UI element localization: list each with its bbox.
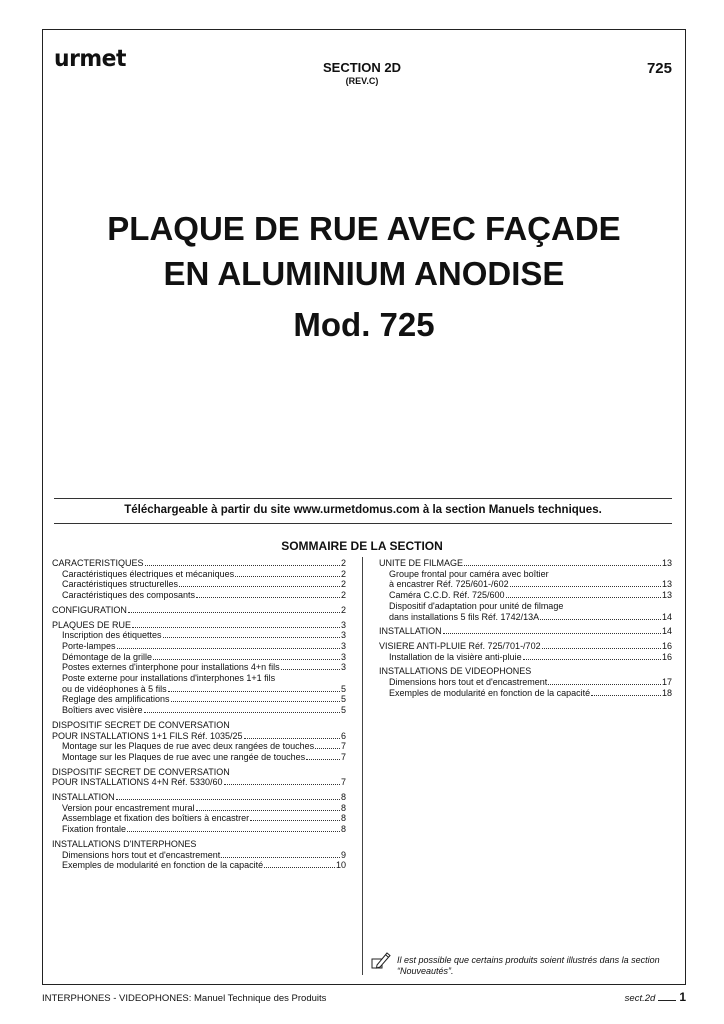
toc-entry-title: Fixation frontale	[62, 824, 127, 835]
toc-leader-dots	[128, 612, 340, 613]
toc-entry-title: à encastrer Réf. 725/601-/602	[389, 579, 509, 590]
toc-leader-dots	[244, 738, 340, 739]
toc-entry[interactable]	[379, 612, 672, 623]
toc-heading: SOMMAIRE DE LA SECTION	[281, 539, 443, 553]
toc-line: Groupe frontal pour caméra avec boîtier	[389, 568, 549, 579]
toc-leader-dots	[548, 684, 661, 685]
toc-leader-dots	[506, 597, 661, 598]
toc-entry[interactable]	[52, 558, 346, 569]
toc-leader-dots	[127, 831, 340, 832]
toc-group	[379, 558, 672, 622]
toc-page-number: 8	[340, 802, 346, 813]
toc-entry[interactable]	[52, 662, 346, 673]
toc-leader-dots	[163, 637, 340, 638]
toc-entry-title: Montage sur les Plaques de rue avec deux rangées de touches	[62, 741, 315, 752]
footer-section-ref: sect.2d	[624, 993, 656, 1004]
toc-entry[interactable]	[52, 630, 346, 641]
toc-group	[379, 666, 672, 698]
toc-entry[interactable]	[52, 731, 346, 742]
toc-entry[interactable]	[52, 824, 346, 835]
toc-page-number: 2	[340, 568, 346, 579]
toc-leader-dots	[281, 669, 340, 670]
toc-page-number: 5	[340, 694, 346, 705]
toc-page-number: 9	[340, 849, 346, 860]
toc-leader-dots	[591, 695, 661, 696]
toc-leader-dots	[221, 857, 340, 858]
divider-bottom	[54, 523, 672, 524]
toc-entry[interactable]	[379, 652, 672, 663]
toc-page-number: 14	[661, 626, 672, 637]
toc-entry[interactable]	[52, 590, 346, 601]
toc-entry[interactable]	[52, 569, 346, 580]
toc-leader-dots	[117, 648, 340, 649]
toc-entry[interactable]	[52, 694, 346, 705]
toc-leader-dots	[250, 820, 340, 821]
toc-entry-title: Reglage des amplifications	[62, 694, 170, 705]
toc-entry[interactable]	[379, 626, 672, 637]
toc-line: INSTALLATIONS DE VIDEOPHONES	[379, 666, 532, 677]
toc-entry-title: Caractéristiques des composants	[62, 590, 196, 601]
page-title-line-2: EN ALUMINIUM ANODISE	[163, 255, 565, 292]
toc-entry-title: VISIERE ANTI-PLUIE Réf. 725/701-/702	[379, 640, 541, 651]
footer-page-ref	[625, 991, 686, 1004]
toc-leader-dots	[540, 619, 661, 620]
toc-leader-dots	[306, 759, 340, 760]
toc-leader-dots	[145, 565, 340, 566]
toc-group	[52, 558, 346, 601]
toc-page-number: 6	[340, 730, 346, 741]
toc-entry-title: Postes externes d'interphone pour installations 4+n fils	[62, 662, 280, 673]
toc-entry[interactable]	[52, 741, 346, 752]
toc-page-number: 8	[340, 792, 346, 803]
toc-leader-dots	[179, 586, 340, 587]
toc-entry[interactable]	[52, 752, 346, 763]
toc-group	[52, 720, 346, 763]
toc-leader-dots	[153, 659, 340, 660]
toc-entry[interactable]	[379, 558, 672, 569]
toc-entry-title: Inscription des étiquettes	[62, 630, 162, 641]
toc-page-number: 2	[340, 590, 346, 601]
toc-leader-dots	[523, 659, 661, 660]
toc-entry-title: Version pour encastrement mural	[62, 802, 195, 813]
model-number: 725	[646, 60, 672, 77]
toc-group	[52, 605, 346, 616]
toc-page-number: 13	[661, 579, 672, 590]
toc-page-number: 13	[661, 558, 672, 568]
revision-label: (REV.C)	[345, 76, 379, 86]
toc-page-number: 5	[340, 683, 346, 694]
toc-entry-title: Démontage de la grille	[62, 651, 153, 662]
toc-entry[interactable]	[52, 803, 346, 814]
toc-leader-dots	[171, 701, 340, 702]
toc-leader-dots	[315, 748, 340, 749]
note-text: Il est possible que certains produits soient illustrés dans la section “Nouveautés”.	[397, 955, 660, 976]
toc-leader-dots	[116, 799, 340, 800]
toc-entry-title: Caractéristiques structurelles	[62, 579, 179, 590]
toc-page-number: 7	[340, 777, 346, 788]
toc-entry[interactable]	[52, 579, 346, 590]
toc-page-number: 18	[661, 687, 672, 698]
toc-entry-title: Caméra C.C.D. Réf. 725/600	[389, 590, 505, 601]
toc-entry-title: CARACTERISTIQUES	[52, 558, 144, 568]
toc-line: DISPOSITIF SECRET DE CONVERSATION	[52, 766, 230, 777]
toc-entry-title: PLAQUES DE RUE	[52, 619, 132, 630]
page-title-line-3: Mod. 725	[293, 306, 435, 343]
toc-group	[379, 626, 672, 637]
toc-page-number: 13	[661, 590, 672, 601]
toc-group	[52, 767, 346, 788]
toc-line: Dispositif d'adaptation pour unité de filmage	[389, 600, 564, 611]
toc-entry[interactable]	[52, 850, 346, 861]
toc-line: Poste externe pour installations d'interphones 1+1 fils	[62, 673, 276, 684]
toc-entry-title: Exemples de modularité en fonction de la capacité	[389, 687, 591, 698]
toc-right-column	[379, 558, 672, 702]
toc-leader-dots	[132, 627, 340, 628]
toc-entry[interactable]	[379, 641, 672, 652]
footer-manual-title: INTERPHONES - VIDEOPHONES: Manuel Technique des Produits	[42, 993, 327, 1004]
footer-page-number: 1	[679, 990, 686, 1004]
toc-page-number: 8	[340, 824, 346, 835]
toc-entry[interactable]	[52, 620, 346, 631]
toc-entry-title: Dimensions hors tout et d'encastrement	[389, 677, 548, 688]
toc-entry-title: Installation de la visière anti-pluie	[389, 651, 522, 662]
toc-entry-title: UNITE DE FILMAGE	[379, 558, 464, 568]
toc-entry[interactable]	[379, 579, 672, 590]
toc-group	[52, 620, 346, 716]
section-label: SECTION 2D	[322, 60, 401, 75]
toc-entry[interactable]	[379, 590, 672, 601]
toc-entry-title: INSTALLATION	[379, 626, 442, 637]
toc-page-number: 2	[340, 579, 346, 590]
toc-page-number: 3	[340, 651, 346, 662]
toc-entry[interactable]	[52, 652, 346, 663]
toc-line: DISPOSITIF SECRET DE CONVERSATION	[52, 719, 230, 730]
toc-page-number: 7	[340, 751, 346, 762]
toc-leader-dots	[264, 867, 335, 868]
toc-page-number: 5	[340, 705, 346, 716]
divider-top	[54, 498, 672, 499]
toc-group	[52, 792, 346, 835]
toc-page-number: 3	[340, 662, 346, 673]
toc-page-number: 16	[661, 651, 672, 662]
toc-entry[interactable]	[52, 641, 346, 652]
toc-entry[interactable]	[52, 777, 346, 788]
toc-page-number: 3	[340, 640, 346, 651]
toc-page-number: 8	[340, 813, 346, 824]
toc-entry-title: Dimensions hors tout et d'encastrement	[62, 849, 221, 860]
toc-page-number: 7	[340, 741, 346, 752]
toc-page-number: 10	[335, 860, 346, 871]
toc-entry[interactable]	[52, 605, 346, 616]
toc-entry-title: ou de vidéophones à 5 fils	[62, 683, 167, 694]
footer-rule	[658, 1000, 676, 1001]
toc-entry[interactable]	[52, 684, 346, 695]
toc-entry-title: Montage sur les Plaques de rue avec une rangée de touches	[62, 751, 306, 762]
toc-leader-dots	[542, 648, 661, 649]
toc-page-number: 3	[340, 619, 346, 630]
toc-page-number: 2	[340, 604, 346, 615]
toc-leader-dots	[224, 784, 340, 785]
toc-group	[52, 839, 346, 871]
toc-column-divider	[362, 557, 363, 975]
toc-entry-title: POUR INSTALLATIONS 4+N Réf. 5330/60	[52, 777, 223, 788]
urmet-logo: urmet	[54, 46, 126, 72]
toc-entry-title: Assemblage et fixation des boîtiers à encastrer	[62, 813, 250, 824]
download-note: Téléchargeable à partir du site www.urmetdomus.com à la section Manuels techniques.	[124, 504, 602, 516]
toc-entry-title: Porte-lampes	[62, 640, 116, 651]
toc-entry[interactable]	[52, 705, 346, 716]
toc-leader-dots	[235, 576, 340, 577]
toc-entry[interactable]	[52, 792, 346, 803]
toc-entry-title: Caractéristiques électriques et mécaniques	[62, 568, 235, 579]
page-title-line-1: PLAQUE DE RUE AVEC FAÇADE	[107, 210, 621, 247]
toc-leader-dots	[168, 691, 340, 692]
toc-line: INSTALLATIONS D'INTERPHONES	[52, 838, 197, 849]
toc-page-number: 16	[661, 640, 672, 651]
toc-entry[interactable]	[52, 860, 346, 871]
pencil-note-icon	[370, 950, 392, 970]
toc-page-number: 2	[340, 558, 346, 568]
toc-leader-dots	[443, 633, 661, 634]
toc-leader-dots	[196, 597, 340, 598]
toc-entry-title: POUR INSTALLATIONS 1+1 FILS Réf. 1035/25	[52, 730, 243, 741]
toc-entry-title: INSTALLATION	[52, 792, 115, 803]
toc-entry[interactable]	[379, 677, 672, 688]
toc-entry[interactable]	[379, 688, 672, 699]
toc-leader-dots	[144, 712, 340, 713]
toc-entry-title: Boîtiers avec visière	[62, 705, 143, 716]
toc-entry-title: CONFIGURATION	[52, 604, 127, 615]
toc-entry-title: Exemples de modularité en fonction de la capacité	[62, 860, 264, 871]
toc-leader-dots	[510, 586, 661, 587]
toc-leader-dots	[464, 565, 661, 566]
toc-page-number: 14	[661, 611, 672, 622]
toc-left-column	[52, 558, 346, 875]
toc-leader-dots	[196, 810, 340, 811]
toc-entry[interactable]	[52, 813, 346, 824]
toc-entry-title: dans installations 5 fils Réf. 1742/13A	[389, 611, 540, 622]
toc-group	[379, 641, 672, 662]
toc-page-number: 17	[661, 677, 672, 688]
toc-page-number: 3	[340, 630, 346, 641]
